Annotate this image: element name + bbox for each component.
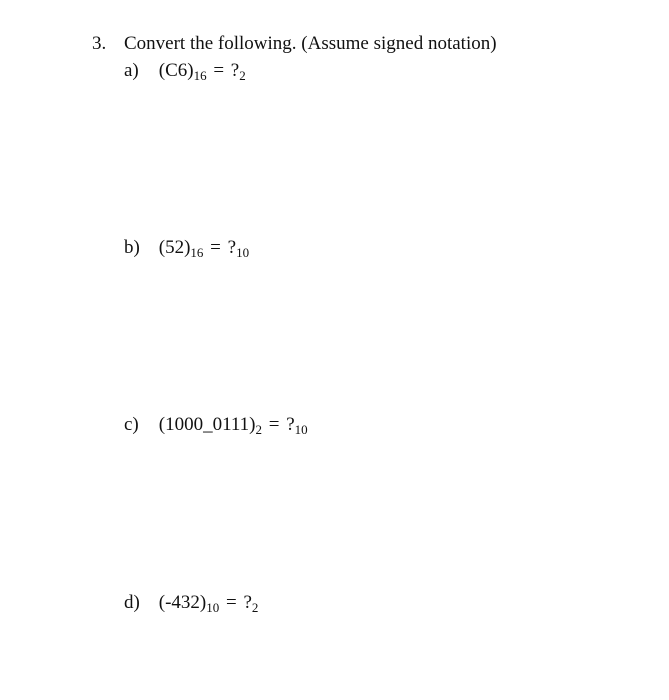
- part-label: d): [124, 592, 140, 613]
- part-a: [124, 59, 246, 84]
- part-d: [124, 591, 258, 616]
- unknown-mark: ?: [230, 60, 240, 81]
- question-number: 3.: [92, 33, 107, 54]
- number-value: (52): [158, 237, 191, 258]
- unknown-mark: ?: [243, 592, 252, 613]
- part-label: b): [124, 237, 140, 258]
- target-base: 2: [239, 68, 246, 83]
- equals-sign: =: [210, 237, 221, 258]
- source-base: 10: [206, 600, 220, 615]
- target-base: 10: [236, 245, 250, 260]
- question-title: Convert the following. (Assume signed notation): [124, 33, 497, 54]
- equals-sign: =: [213, 60, 225, 81]
- source-base: 16: [193, 68, 207, 83]
- equals-sign: =: [225, 592, 237, 613]
- part-b: [124, 236, 249, 261]
- part-label: c): [124, 414, 139, 435]
- number-value: (C6): [158, 60, 194, 81]
- source-base: 2: [255, 422, 262, 437]
- equals-sign: =: [268, 414, 280, 435]
- unknown-mark: ?: [286, 414, 295, 435]
- target-base: 2: [251, 600, 259, 615]
- part-label: a): [124, 60, 139, 81]
- source-base: 16: [190, 245, 204, 260]
- number-value: (-432): [158, 592, 207, 613]
- target-base: 10: [294, 422, 308, 437]
- unknown-mark: ?: [227, 237, 237, 258]
- part-c: [124, 413, 308, 438]
- number-value: (1000_0111): [158, 414, 256, 435]
